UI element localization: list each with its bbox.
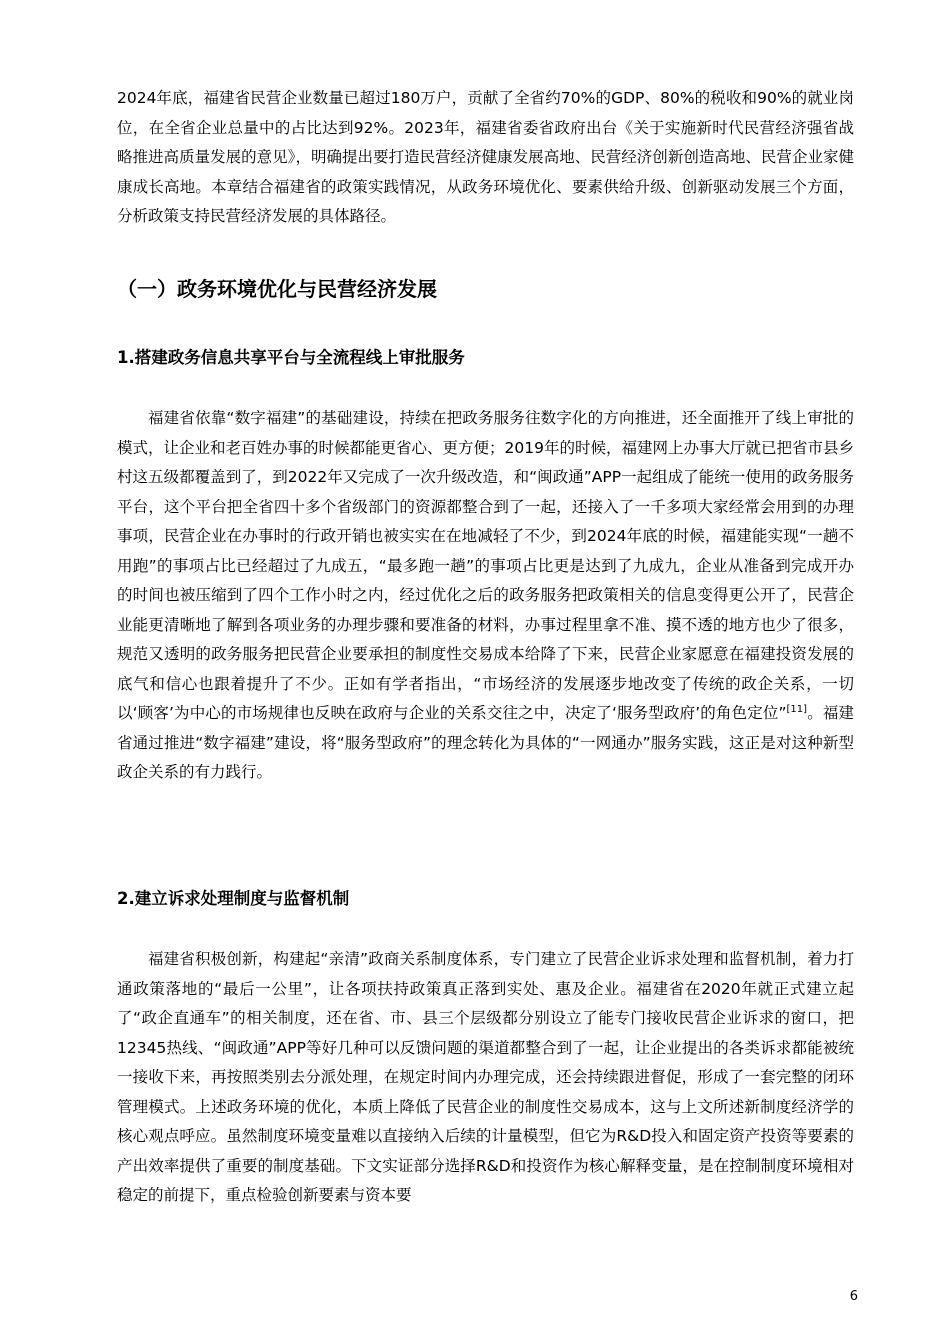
subsection-1-body: 福建省依靠“数字福建”的基础建设，持续在把政务服务往数字化的方向推进，还全面推开了线上审批的模式，让企业和老百姓办事的时候都能更省心、更方便；2019年的时候，福建网上办事大厅就已把省市县乡村这五级都覆盖到了，到2022年又完成了一次升级改造，和“闽政通”APP一起组成了能统一使用的政务服务平台，这个平台把全省四十多个省级部门的资源都整合到了一起，还接入了一千多项大家经常会用到的办理事项，民营企业在办事时的行政开销也被实实在在地减轻了不少，到2024年底的时候，福建能实现“一趟不用跑”的事项占比已经超过了九成五，“最多跑一趟”的事项占比更是达到了九成九，企业从准备到完成开办的时间也被压缩到了四个工作小时之内，经过优化之后的政务服务把政策相关的信息变得更公开了，民营企业能更清晰地了解到各项业务的办理步骤和要准备的材料，办事过程里拿不准、摸不透的地方也少了很多，规范又透明的政务服务把民营企业要承担的制度性交易成本给降了下来，民营企业家愿意在福建投资发展的底气和信心也跟着提升了不少。正如有学者指出，“市场经济的发展逐步地改变了传统的政企关系，一切以‘顾客’为中心的市场规律也反映在政府与企业的关系交往之中，决定了‘服务型政府’的角色定位” xyxy=(117,409,854,722)
subsection-2-paragraph: 福建省积极创新，构建起“亲清”政商关系制度体系，专门建立了民营企业诉求处理和监督机制，着力打通政策落地的“最后一公里”，让各项扶持政策真正落到实处、惠及企业。福建省在2020年就正式建立起了“政企直通车”的相关制度，还在省、市、县三个层级都分别设立了能专门接收民营企业诉求的窗口，把12345热线、“闽政通”APP等好几种可以反馈问题的渠道都整合到了一起，让企业提出的各类诉求都能被统一接收下来，再按照类别去分派处理，在规定时间内办理完成，还会持续跟进督促，形成了一套完整的闭环管理模式。上述政务环境的优化，本质上降低了民营企业的制度性交易成本，这与上文所述新制度经济学的核心观点呼应。虽然制度环境变量难以直接纳入后续的计量模型，但它为R&D投入和固定资产投资等要素的产出效率提供了重要的制度基础。下文实证部分选择R&D和投资作为核心解释变量，是在控制制度环境相对稳定的前提下，重点检验创新要素与资本要 xyxy=(117,950,854,1204)
page-number: 6 xyxy=(849,1289,858,1304)
subsection-1-body-tail: 。福建省通过推进“数字福建”建设，将“服务型政府”的理念转化为具体的“一网通办”服务实践，这正是对这种新型政企关系的有力践行。 xyxy=(117,704,854,781)
subsection-1-heading: 1.搭建政务信息共享平台与全流程线上审批服务 xyxy=(117,348,465,367)
intro-paragraph: 2024年底，福建省民营企业数量已超过180万户，贡献了全省约70%的GDP、80%的税收和90%的就业岗位，在全省企业总量中的占比达到92%。2023年，福建省委省政府出台《关于实施新时代民营经济强省战略推进高质量发展的意见》，明确提出要打造民营经济健康发展高地、民营经济创新创造高地、民营企业家健康成长高地。本章结合福建省的政策实践情况，从政务环境优化、要素供给升级、创新驱动发展三个方面，分析政策支持民营经济发展的具体路径。 xyxy=(117,89,854,225)
subsection-1-paragraph xyxy=(117,404,854,788)
citation-marker: [11] xyxy=(786,703,808,715)
subsection-2-heading: 2.建立诉求处理制度与监督机制 xyxy=(117,889,350,908)
section-heading: （一）政务环境优化与民营经济发展 xyxy=(117,277,437,301)
